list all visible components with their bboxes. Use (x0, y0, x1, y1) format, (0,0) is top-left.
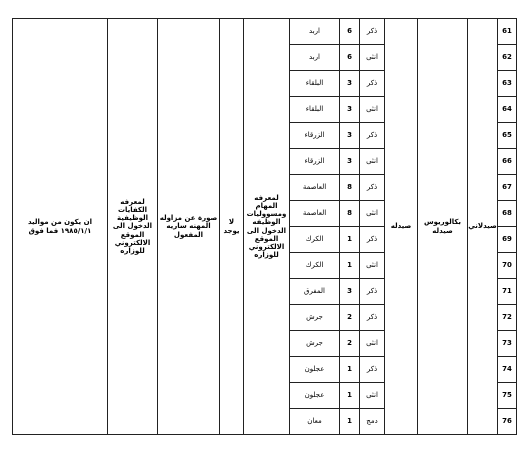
row-number: 70 (498, 253, 517, 279)
region-cell: المفرق (290, 279, 340, 305)
count-cell: 3 (340, 149, 360, 175)
row-number: 71 (498, 279, 517, 305)
row-number: 68 (498, 201, 517, 227)
gender-cell: ذكر (360, 175, 385, 201)
count-cell: 8 (340, 175, 360, 201)
region-cell: البلقاء (290, 71, 340, 97)
region-cell: اربد (290, 19, 340, 45)
gender-cell: انثى (360, 149, 385, 175)
count-cell: 1 (340, 227, 360, 253)
jobs-table (12, 18, 517, 435)
gender-cell: انثى (360, 201, 385, 227)
count-cell: 1 (340, 357, 360, 383)
gender-cell: ذكر (360, 71, 385, 97)
documents-cell: صورة عن مزاوله المهنه ساريه المفعول (158, 19, 220, 435)
tasks-note-cell: لمعرفه المهام ومسووليات الوظيفه الدخول الى الموقع الالكتروني للوزاره (244, 19, 290, 435)
gender-cell: ذكر (360, 123, 385, 149)
region-cell: معان (290, 409, 340, 435)
region-cell: العاصمة (290, 175, 340, 201)
row-number: 72 (498, 305, 517, 331)
table-body (13, 19, 517, 435)
row-number: 61 (498, 19, 517, 45)
count-cell: 6 (340, 19, 360, 45)
gender-cell: انثى (360, 97, 385, 123)
count-cell: 8 (340, 201, 360, 227)
gender-cell: انثى (360, 331, 385, 357)
region-cell: الزرقاء (290, 149, 340, 175)
gender-cell: انثى (360, 383, 385, 409)
qualification-cell: بكالوريوس صيدله (418, 19, 468, 435)
row-number: 66 (498, 149, 517, 175)
gender-cell: انثى (360, 253, 385, 279)
table-row (13, 19, 517, 45)
row-number: 65 (498, 123, 517, 149)
count-cell: 1 (340, 409, 360, 435)
row-number: 64 (498, 97, 517, 123)
region-cell: اربد (290, 45, 340, 71)
region-cell: عجلون (290, 357, 340, 383)
gender-cell: ذكر (360, 279, 385, 305)
gender-cell: ذكر (360, 227, 385, 253)
count-cell: 3 (340, 123, 360, 149)
specialization-cell: صيدله (385, 19, 418, 435)
gender-cell: ذكر (360, 357, 385, 383)
row-number: 74 (498, 357, 517, 383)
region-cell: عجلون (290, 383, 340, 409)
count-cell: 2 (340, 305, 360, 331)
row-number: 75 (498, 383, 517, 409)
region-cell: الكرك (290, 253, 340, 279)
competencies-cell: لمعرفه الكفايات الوظيفية الدخول الى الموقع الالكتروني للوزاره (108, 19, 158, 435)
region-cell: العاصمة (290, 201, 340, 227)
row-number: 69 (498, 227, 517, 253)
gender-cell: انثى (360, 45, 385, 71)
row-number: 76 (498, 409, 517, 435)
gender-cell: دمج (360, 409, 385, 435)
row-number: 63 (498, 71, 517, 97)
age-condition-cell: ان يكون من مواليد ١٩٨٥/١/١ فما فوق (13, 19, 108, 435)
count-cell: 3 (340, 97, 360, 123)
count-cell: 6 (340, 45, 360, 71)
row-number: 62 (498, 45, 517, 71)
count-cell: 2 (340, 331, 360, 357)
row-number: 67 (498, 175, 517, 201)
region-cell: جرش (290, 331, 340, 357)
region-cell: الزرقاء (290, 123, 340, 149)
count-cell: 1 (340, 253, 360, 279)
count-cell: 3 (340, 71, 360, 97)
experience-cell: لا يوجد (220, 19, 244, 435)
row-number: 73 (498, 331, 517, 357)
count-cell: 1 (340, 383, 360, 409)
job-title-cell: صيدلاني (468, 19, 498, 435)
count-cell: 3 (340, 279, 360, 305)
gender-cell: ذكر (360, 19, 385, 45)
gender-cell: ذكر (360, 305, 385, 331)
region-cell: الكرك (290, 227, 340, 253)
region-cell: جرش (290, 305, 340, 331)
region-cell: البلقاء (290, 97, 340, 123)
